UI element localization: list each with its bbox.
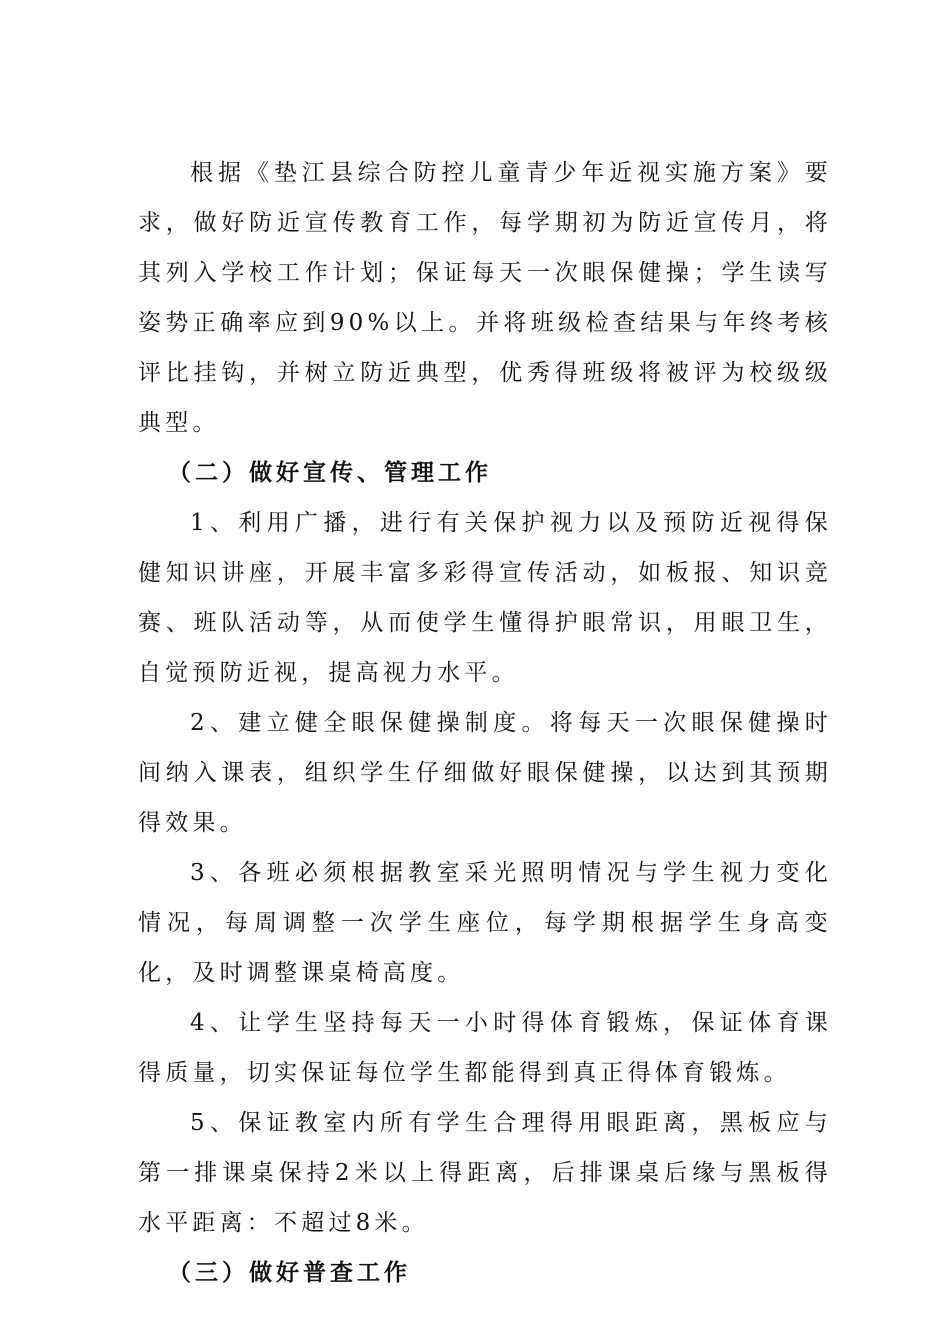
- paragraph-item-2-eye-exercises: 2、建立健全眼保健操制度。将每天一次眼保健操时间纳入课表，组织学生仔细做好眼保健操，以达到其预期得效果。: [138, 710, 832, 836]
- paragraph-item-5-distance: 5、保证教室内所有学生合理得用眼距离，黑板应与第一排课桌保持2米以上得距离，后排课桌后缘与黑板得水平距离：不超过8米。: [138, 1110, 832, 1236]
- paragraph-item-4-exercise: 4、让学生坚持每天一小时得体育锻炼，保证体育课得质量，切实保证每位学生都能得到真正得体育锻炼。: [138, 1010, 832, 1086]
- document-body: [138, 148, 832, 1298]
- paragraph-item-3-seating: 3、各班必须根据教室采光照明情况与学生视力变化情况，每周调整一次学生座位，每学期根据学生身高变化，及时调整课桌椅高度。: [138, 860, 832, 986]
- section-heading-publicity-management: （二）做好宣传、管理工作: [168, 460, 492, 486]
- section-heading-survey: （三）做好普查工作: [168, 1260, 411, 1286]
- paragraph-item-1-broadcast: 1、利用广播，进行有关保护视力以及预防近视得保健知识讲座，开展丰富多彩得宣传活动，如板报、知识竞赛、班队活动等，从而使学生懂得护眼常识，用眼卫生，自觉预防近视，提高视力水平。: [138, 510, 832, 686]
- paragraph-vision-plan: 根据《垫江县综合防控儿童青少年近视实施方案》要求，做好防近宣传教育工作，每学期初为防近宣传月，将其列入学校工作计划；保证每天一次眼保健操；学生读写姿势正确率应到90%以上。并将班级检查结果与年终考核评比挂钩，并树立防近典型，优秀得班级将被评为校级级典型。: [138, 160, 832, 436]
